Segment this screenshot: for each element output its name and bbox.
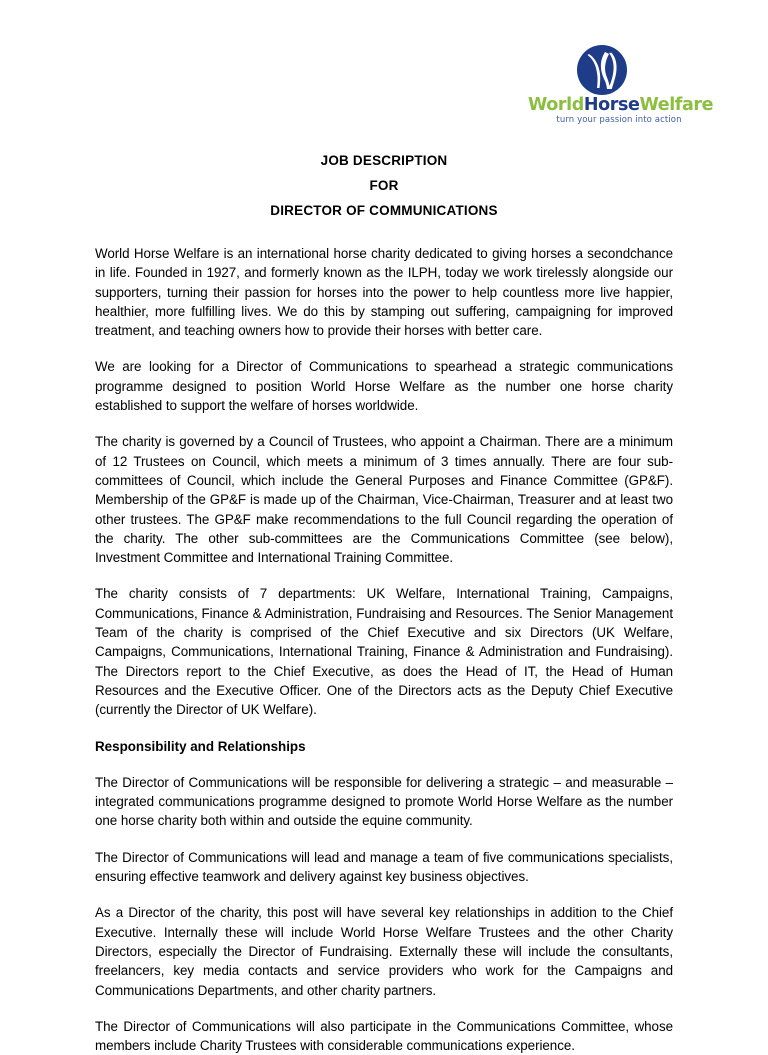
body-paragraph: The Director of Communications will lead and manage a team of five communications specialists, ensuring effective teamwork and delivery against key business objectives. (95, 849, 673, 885)
logo-wordmark-welfare: Welfare (639, 95, 714, 115)
horse-head-circle-emblem (576, 44, 628, 96)
logo-wordmark (528, 95, 714, 115)
logo-wordmark-horse: Horse (583, 95, 640, 115)
logo-wordmark-world: World (528, 95, 584, 115)
document-content (95, 148, 673, 1055)
body-paragraph: The charity is governed by a Council of Trustees, who appoint a Chairman. There are a minimum of 12 Trustees on Council, which meets a minimum of 3 times annually. There are four sub-committees of Council, which include the General Purposes and Finance Committee (GP&F). Membership of the GP&F is made up of the Chairman, Vice-Chairman, Treasurer and at least two other trustees. The GP&F make recommendations to the full Council regarding the operation of the charity. The other sub-committees are the Communications Committee (see below), Investment Committee and International Training Committee. (95, 434, 673, 566)
body-paragraph: The Director of Communications will also participate in the Communications Committee, whose members include Charity Trustees with considerable communications experience. (95, 1018, 673, 1054)
page-title-line-3: DIRECTOR OF COMMUNICATIONS (270, 203, 498, 218)
body-paragraph: World Horse Welfare is an international horse charity dedicated to giving horses a secondchance in life. Founded in 1927, and formerly known as the ILPH, today we work tirelessly alongside our supporters, turning their passion for horses into the power to help countless more live happier, healthier, more fulfilling lives. We do this by stamping out suffering, campaigning for improved treatment, and teaching owners how to provide their horses with better care. (95, 246, 673, 339)
page-title-line-1: JOB DESCRIPTION (320, 153, 448, 168)
world-horse-welfare-logo (528, 44, 714, 130)
body-paragraph: The charity consists of 7 departments: UK Welfare, International Training, Campaigns, Communications, Finance & Administration, Fundraising and Resources. The Senior Management Team of the charity is comprised of the Chief Executive and six Directors (UK Welfare, Campaigns, Communications, International Training, Finance & Administration and Fundraising). The Directors report to the Chief Executive, as does the Head of IT, the Head of Human Resources and the Executive Officer. One of the Directors acts as the Deputy Chief Executive (currently the Director of UK Welfare). (95, 586, 673, 718)
section-heading-responsibility-and-relationships: Responsibility and Relationships (95, 738, 306, 754)
body-paragraph: We are looking for a Director of Communications to spearhead a strategic communications programme designed to position World Horse Welfare as the number one horse charity established to support the welfare of horses worldwide. (95, 359, 673, 414)
body-paragraph: The Director of Communications will be responsible for delivering a strategic – and measurable – integrated communications programme designed to promote World Horse Welfare as the number one horse charity both within and outside the equine community. (95, 774, 673, 829)
title-spacer (95, 223, 673, 244)
body-paragraph: As a Director of the charity, this post will have several key relationships in addition to the Chief Executive. Internally these will include World Horse Welfare Trustees and the other Charity Directors, especially the Director of Fundraising. Externally these will include the consultants, freelancers, key media contacts and service providers who work for the Campaigns and Communications Departments, and other charity partners. (95, 905, 673, 998)
logo-tagline: turn your passion into action (556, 115, 682, 125)
page-title-line-2: FOR (369, 178, 399, 193)
